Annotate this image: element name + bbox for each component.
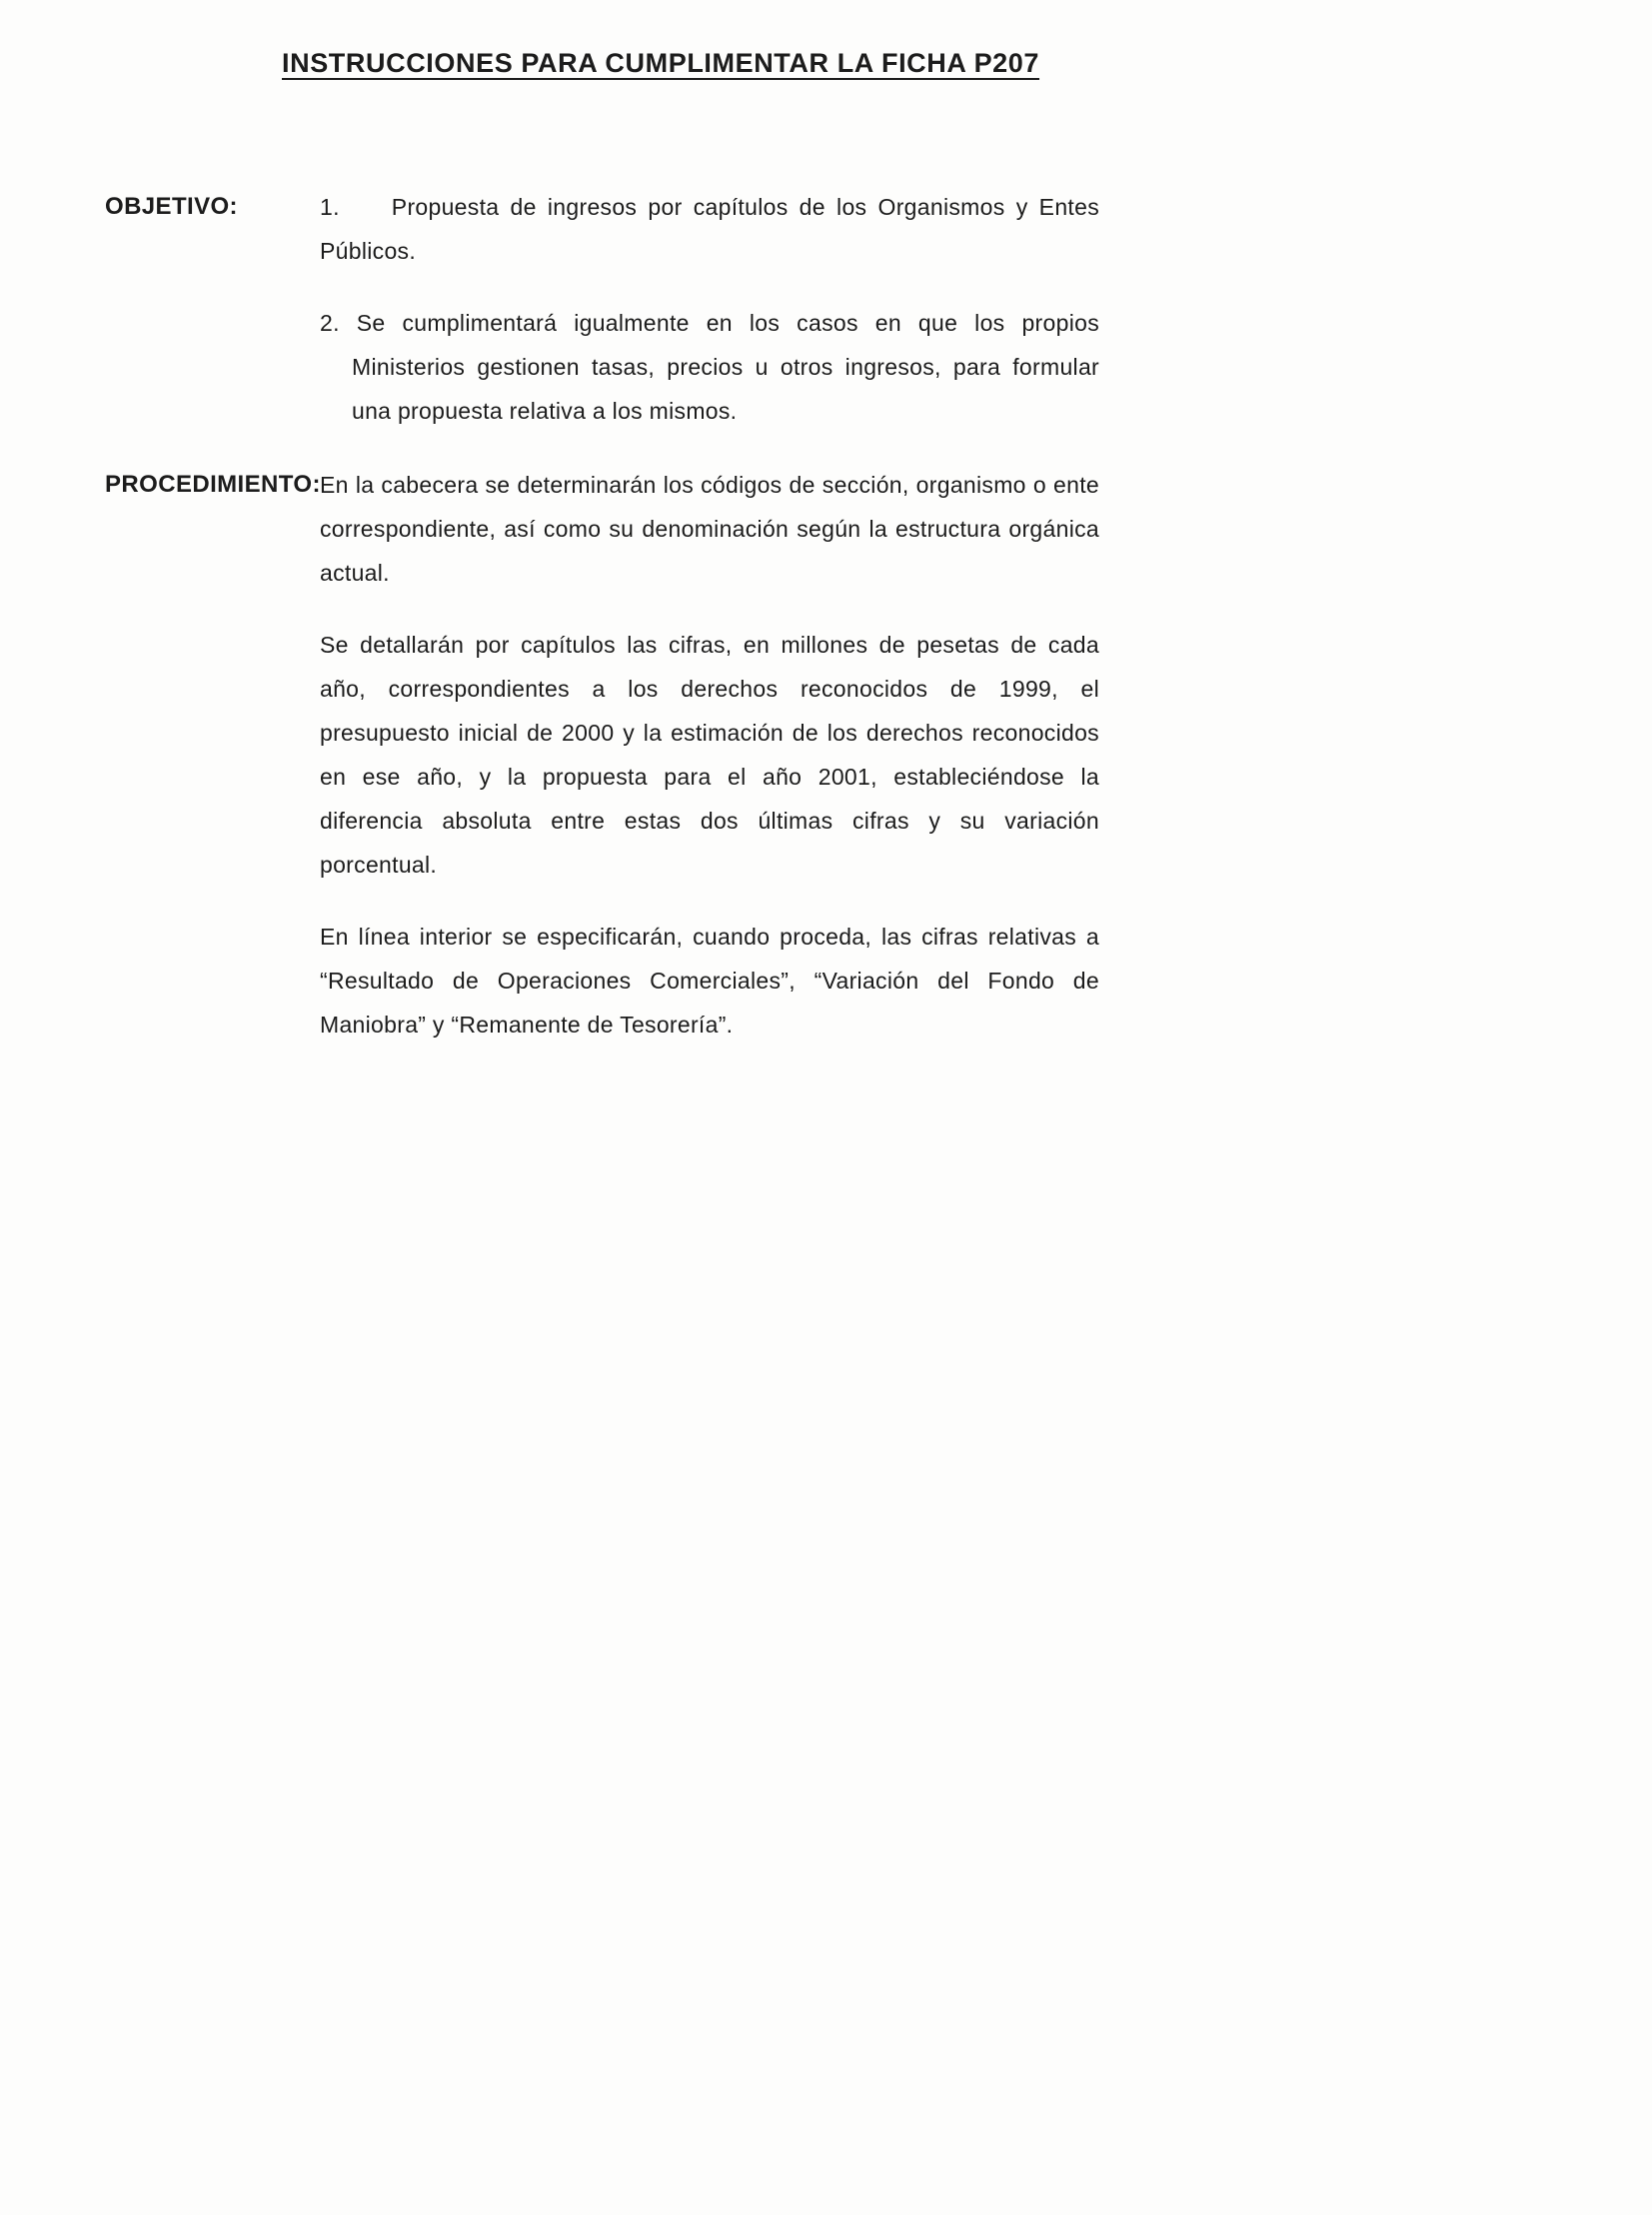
- document-title: INSTRUCCIONES PARA CUMPLIMENTAR LA FICHA P207: [282, 48, 1040, 78]
- procedimiento-paragraph-3: En línea interior se especificarán, cuando proceda, las cifras relativas a “Resultado de Operaciones Comerciales”, “Variación del Fondo de Maniobra” y “Remanente de Tesorería”.: [320, 924, 1099, 1038]
- section-procedimiento: [0, 463, 1652, 1047]
- objetivo-item-1: [320, 185, 1099, 273]
- section-label-objetivo: OBJETIVO:: [105, 193, 238, 220]
- section-objetivo: [0, 185, 1652, 433]
- objetivo-item-1-number: 1.: [320, 194, 340, 220]
- objetivo-item-2: 2. Se cumplimentará igualmente en los casos en que los propios Ministerios gestionen tasas, precios u otros ingresos, para formular una propuesta relativa a los mismos.: [320, 310, 1099, 424]
- section-content-objetivo: [320, 185, 1099, 433]
- procedimiento-paragraph-2: Se detallarán por capítulos las cifras, en millones de pesetas de cada año, correspondientes a los derechos reconocidos de 1999, el presupuesto inicial de 2000 y la estimación de los derechos reconocidos en ese año, y la propuesta para el año 2001, estableciéndose la diferencia absoluta entre estas dos últimas cifras y su variación porcentual.: [320, 632, 1099, 878]
- objetivo-item-1-text: Propuesta de ingresos por capítulos de los Organismos y Entes Públicos.: [320, 194, 1099, 264]
- document-body: [0, 185, 1652, 1047]
- section-content-procedimiento: [320, 463, 1099, 1047]
- procedimiento-paragraph-1: En la cabecera se determinarán los códigos de sección, organismo o ente correspondiente, así como su denominación según la estructura orgánica actual.: [320, 472, 1099, 586]
- section-label-procedimiento: PROCEDIMIENTO:: [105, 471, 321, 498]
